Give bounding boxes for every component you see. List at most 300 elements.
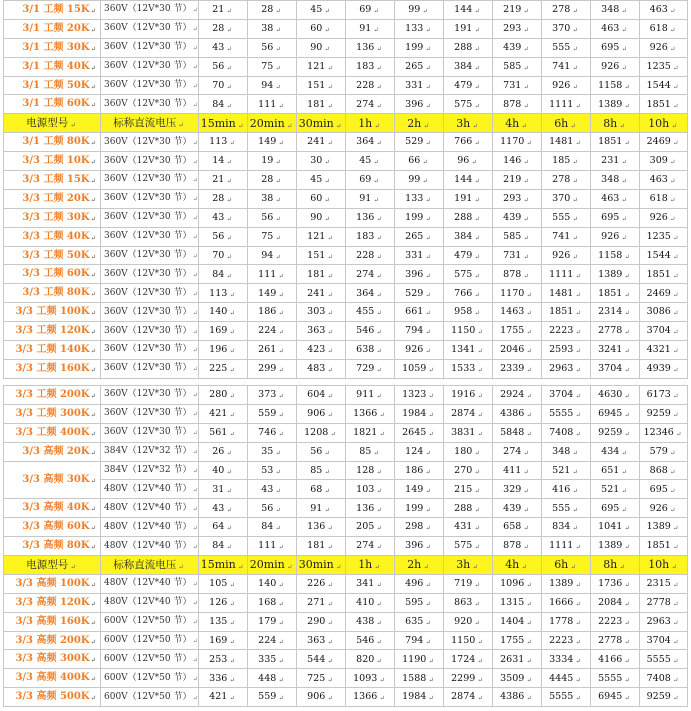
value-cell: 133 ↵ [395,19,444,38]
table-row [4,499,688,518]
table-row [4,189,688,208]
value-cell: 309 ↵ [640,152,688,171]
value-cell: 1315 ↵ [493,593,542,612]
value-cell: 926 ↵ [542,76,591,95]
table-row [4,461,688,480]
value-cell: 335 ↵ [248,650,297,669]
value-cell: 28 ↵ [199,19,248,38]
value-cell: 103 ↵ [346,480,395,499]
value-cell: 179 ↵ [248,612,297,631]
value-cell: 926 ↵ [395,341,444,360]
value-cell: 4166 ↵ [591,650,640,669]
value-cell: 205 ↵ [346,518,395,537]
table-row [4,518,688,537]
value-cell: 479 ↵ [444,76,493,95]
value-cell: 479 ↵ [444,246,493,265]
value-cell: 521 ↵ [591,480,640,499]
value-cell: 5555 ↵ [542,404,591,423]
value-cell: 1366 ↵ [346,404,395,423]
value-cell: 84 ↵ [199,265,248,284]
value-cell: 575 ↵ [444,537,493,556]
value-cell: 1150 ↵ [444,322,493,341]
value-cell: 2963 ↵ [542,359,591,378]
value-cell: 638 ↵ [346,341,395,360]
value-cell: 396 ↵ [395,537,444,556]
table-row [4,1,688,20]
value-cell: 271 ↵ [297,593,346,612]
value-cell: 298 ↵ [395,518,444,537]
value-cell: 7408 ↵ [640,669,688,688]
model-cell: 3/3 高频 30K ↵ [4,461,101,499]
value-cell: 69 ↵ [346,1,395,20]
voltage-cell: 384V（12V*32 节） ↵ [101,461,199,480]
value-cell: 1851 ↵ [640,537,688,556]
value-cell: 183 ↵ [346,57,395,76]
value-cell: 5848 ↵ [493,423,542,442]
value-cell: 348 ↵ [591,171,640,190]
value-cell: 224 ↵ [248,322,297,341]
value-cell: 878 ↵ [493,537,542,556]
value-cell: 91 ↵ [346,19,395,38]
model-cell: 3/3 工频 400K ↵ [4,423,101,442]
value-cell: 363 ↵ [297,322,346,341]
header-time: 8h ↵ [591,556,640,575]
header-time: 8h ↵ [591,114,640,133]
value-cell: 370 ↵ [542,189,591,208]
value-cell: 1984 ↵ [395,404,444,423]
value-cell: 84 ↵ [248,518,297,537]
value-cell: 3509 ↵ [493,669,542,688]
value-cell: 111 ↵ [248,537,297,556]
value-cell: 99 ↵ [395,1,444,20]
value-cell: 2963 ↵ [640,612,688,631]
table-row [4,650,688,669]
battery-capacity-table-1 [3,0,688,379]
value-cell: 416 ↵ [542,480,591,499]
value-cell: 595 ↵ [395,593,444,612]
value-cell: 186 ↵ [395,461,444,480]
value-cell: 84 ↵ [199,95,248,114]
value-cell: 105 ↵ [199,574,248,593]
value-cell: 448 ↵ [248,669,297,688]
header-time: 1h ↵ [346,556,395,575]
value-cell: 5555 ↵ [591,669,640,688]
value-cell: 1208 ↵ [297,423,346,442]
value-cell: 274 ↵ [346,265,395,284]
value-cell: 661 ↵ [395,303,444,322]
value-cell: 181 ↵ [297,265,346,284]
value-cell: 1821 ↵ [346,423,395,442]
table-row [4,593,688,612]
value-cell: 384 ↵ [444,57,493,76]
model-cell: 3/3 高频 60K ↵ [4,518,101,537]
model-cell: 3/3 高频 100K ↵ [4,574,101,593]
voltage-cell: 360V（12V*30 节） ↵ [101,359,199,378]
value-cell: 1736 ↵ [591,574,640,593]
value-cell: 270 ↵ [444,461,493,480]
value-cell: 84 ↵ [199,537,248,556]
value-cell: 293 ↵ [493,19,542,38]
voltage-cell: 360V（12V*30 节） ↵ [101,38,199,57]
value-cell: 878 ↵ [493,265,542,284]
model-cell: 3/1 工频 30K ↵ [4,38,101,57]
value-cell: 1851 ↵ [542,303,591,322]
value-cell: 91 ↵ [297,499,346,518]
value-cell: 695 ↵ [591,499,640,518]
voltage-cell: 360V（12V*30 节） ↵ [101,95,199,114]
value-cell: 364 ↵ [346,133,395,152]
value-cell: 9259 ↵ [640,404,688,423]
value-cell: 1755 ↵ [493,322,542,341]
voltage-cell: 360V（12V*30 节） ↵ [101,171,199,190]
value-cell: 2046 ↵ [493,341,542,360]
value-cell: 1158 ↵ [591,76,640,95]
value-cell: 2593 ↵ [542,341,591,360]
table-row [4,359,688,378]
voltage-cell: 480V（12V*40 节） ↵ [101,593,199,612]
header-time: 4h ↵ [493,114,542,133]
value-cell: 1150 ↵ [444,631,493,650]
value-cell: 99 ↵ [395,171,444,190]
value-cell: 741 ↵ [542,227,591,246]
voltage-cell: 480V（12V*40 节） ↵ [101,574,199,593]
value-cell: 1041 ↵ [591,518,640,537]
value-cell: 5555 ↵ [640,650,688,669]
value-cell: 265 ↵ [395,57,444,76]
value-cell: 559 ↵ [248,688,297,707]
value-cell: 225 ↵ [199,359,248,378]
table-row [4,423,688,442]
value-cell: 2469 ↵ [640,133,688,152]
value-cell: 2084 ↵ [591,593,640,612]
header-time: 10h ↵ [640,556,688,575]
value-cell: 463 ↵ [640,171,688,190]
value-cell: 288 ↵ [444,38,493,57]
value-cell: 56 ↵ [248,38,297,57]
value-cell: 561 ↵ [199,423,248,442]
value-cell: 1323 ↵ [395,386,444,405]
voltage-cell: 360V（12V*30 节） ↵ [101,19,199,38]
value-cell: 348 ↵ [542,442,591,461]
value-cell: 241 ↵ [297,133,346,152]
table-row [4,284,688,303]
model-cell: 3/3 工频 80K ↵ [4,284,101,303]
value-cell: 12346 ↵ [640,423,688,442]
model-cell: 3/3 高频 40K ↵ [4,499,101,518]
value-cell: 868 ↵ [640,461,688,480]
value-cell: 2299 ↵ [444,669,493,688]
value-cell: 199 ↵ [395,38,444,57]
value-cell: 6945 ↵ [591,688,640,707]
value-cell: 575 ↵ [444,95,493,114]
value-cell: 2778 ↵ [591,322,640,341]
value-cell: 9259 ↵ [591,423,640,442]
model-cell: 3/1 工频 60K ↵ [4,95,101,114]
value-cell: 794 ↵ [395,631,444,650]
value-cell: 2223 ↵ [542,631,591,650]
value-cell: 28 ↵ [199,189,248,208]
value-cell: 2469 ↵ [640,284,688,303]
value-cell: 70 ↵ [199,246,248,265]
value-cell: 1481 ↵ [542,284,591,303]
model-cell: 3/3 工频 30K ↵ [4,208,101,227]
value-cell: 555 ↵ [542,38,591,57]
value-cell: 463 ↵ [640,1,688,20]
value-cell: 85 ↵ [346,442,395,461]
value-cell: 4939 ↵ [640,359,688,378]
voltage-cell: 600V（12V*50 节） ↵ [101,688,199,707]
value-cell: 906 ↵ [297,688,346,707]
value-cell: 30 ↵ [297,152,346,171]
value-cell: 906 ↵ [297,404,346,423]
header-time: 10h ↵ [640,114,688,133]
value-cell: 434 ↵ [591,442,640,461]
value-cell: 1235 ↵ [640,57,688,76]
value-cell: 290 ↵ [297,612,346,631]
header-row [4,114,688,133]
value-cell: 43 ↵ [199,208,248,227]
value-cell: 7408 ↵ [542,423,591,442]
value-cell: 144 ↵ [444,171,493,190]
value-cell: 370 ↵ [542,19,591,38]
model-cell: 3/3 高频 400K ↵ [4,669,101,688]
header-time: 6h ↵ [542,114,591,133]
value-cell: 336 ↵ [199,669,248,688]
value-cell: 169 ↵ [199,631,248,650]
model-cell: 3/3 工频 100K ↵ [4,303,101,322]
value-cell: 926 ↵ [640,499,688,518]
value-cell: 1984 ↵ [395,688,444,707]
value-cell: 2314 ↵ [591,303,640,322]
value-cell: 136 ↵ [346,499,395,518]
value-cell: 695 ↵ [591,38,640,57]
table-row [4,669,688,688]
value-cell: 348 ↵ [591,1,640,20]
value-cell: 1389 ↵ [542,574,591,593]
value-cell: 68 ↵ [297,480,346,499]
value-cell: 28 ↵ [248,171,297,190]
value-cell: 439 ↵ [493,499,542,518]
model-cell: 3/1 工频 50K ↵ [4,76,101,95]
value-cell: 191 ↵ [444,19,493,38]
value-cell: 9259 ↵ [640,688,688,707]
value-cell: 3704 ↵ [640,631,688,650]
value-cell: 185 ↵ [542,152,591,171]
value-cell: 1093 ↵ [346,669,395,688]
value-cell: 228 ↵ [346,246,395,265]
value-cell: 56 ↵ [199,227,248,246]
value-cell: 136 ↵ [346,208,395,227]
table-row [4,246,688,265]
value-cell: 124 ↵ [395,442,444,461]
table-row [4,386,688,405]
table-row [4,404,688,423]
value-cell: 529 ↵ [395,284,444,303]
table-row [4,265,688,284]
value-cell: 128 ↵ [346,461,395,480]
value-cell: 169 ↵ [199,322,248,341]
value-cell: 463 ↵ [591,189,640,208]
table-row [4,208,688,227]
value-cell: 794 ↵ [395,322,444,341]
value-cell: 1389 ↵ [591,537,640,556]
value-cell: 1111 ↵ [542,265,591,284]
table-row [4,480,688,499]
value-cell: 1389 ↵ [640,518,688,537]
value-cell: 43 ↵ [199,499,248,518]
value-cell: 303 ↵ [297,303,346,322]
value-cell: 140 ↵ [248,574,297,593]
value-cell: 1170 ↵ [493,284,542,303]
value-cell: 331 ↵ [395,76,444,95]
table-row [4,152,688,171]
value-cell: 878 ↵ [493,95,542,114]
value-cell: 820 ↵ [346,650,395,669]
voltage-cell: 360V（12V*30 节） ↵ [101,152,199,171]
value-cell: 438 ↵ [346,612,395,631]
model-cell: 3/3 工频 10K ↵ [4,152,101,171]
value-cell: 585 ↵ [493,57,542,76]
value-cell: 144 ↵ [444,1,493,20]
voltage-cell: 360V（12V*30 节） ↵ [101,57,199,76]
value-cell: 423 ↵ [297,341,346,360]
value-cell: 1389 ↵ [591,265,640,284]
value-cell: 70 ↵ [199,76,248,95]
header-model: 电源型号 ↵ [4,556,101,575]
value-cell: 278 ↵ [542,1,591,20]
value-cell: 559 ↵ [248,404,297,423]
value-cell: 121 ↵ [297,227,346,246]
voltage-cell: 360V（12V*30 节） ↵ [101,341,199,360]
value-cell: 126 ↵ [199,593,248,612]
value-cell: 1851 ↵ [591,133,640,152]
value-cell: 341 ↵ [346,574,395,593]
value-cell: 43 ↵ [248,480,297,499]
header-time: 3h ↵ [444,556,493,575]
value-cell: 483 ↵ [297,359,346,378]
value-cell: 274 ↵ [493,442,542,461]
header-time: 4h ↵ [493,556,542,575]
value-cell: 38 ↵ [248,189,297,208]
value-cell: 363 ↵ [297,631,346,650]
value-cell: 695 ↵ [591,208,640,227]
voltage-cell: 360V（12V*30 节） ↵ [101,423,199,442]
value-cell: 215 ↵ [444,480,493,499]
value-cell: 421 ↵ [199,404,248,423]
voltage-cell: 360V（12V*30 节） ↵ [101,76,199,95]
voltage-cell: 360V（12V*30 节） ↵ [101,1,199,20]
value-cell: 455 ↵ [346,303,395,322]
voltage-cell: 360V（12V*30 节） ↵ [101,227,199,246]
value-cell: 1851 ↵ [640,95,688,114]
header-time: 20min ↵ [248,556,297,575]
value-cell: 926 ↵ [542,246,591,265]
voltage-cell: 600V（12V*50 节） ↵ [101,650,199,669]
model-cell: 3/3 工频 200K ↵ [4,386,101,405]
value-cell: 168 ↵ [248,593,297,612]
value-cell: 45 ↵ [297,171,346,190]
value-cell: 56 ↵ [297,442,346,461]
model-cell: 3/1 工频 40K ↵ [4,57,101,76]
value-cell: 149 ↵ [248,284,297,303]
value-cell: 2778 ↵ [591,631,640,650]
model-cell: 3/3 高频 80K ↵ [4,537,101,556]
table-row [4,19,688,38]
value-cell: 396 ↵ [395,265,444,284]
voltage-cell: 480V（12V*40 节） ↵ [101,537,199,556]
value-cell: 3704 ↵ [591,359,640,378]
value-cell: 1235 ↵ [640,227,688,246]
value-cell: 56 ↵ [248,499,297,518]
value-cell: 658 ↵ [493,518,542,537]
model-cell: 3/3 高频 500K ↵ [4,688,101,707]
value-cell: 331 ↵ [395,246,444,265]
value-cell: 585 ↵ [493,227,542,246]
value-cell: 181 ↵ [297,537,346,556]
value-cell: 3334 ↵ [542,650,591,669]
model-cell: 3/3 工频 40K ↵ [4,227,101,246]
value-cell: 226 ↵ [297,574,346,593]
value-cell: 410 ↵ [346,593,395,612]
header-row [4,556,688,575]
voltage-cell: 360V（12V*30 节） ↵ [101,322,199,341]
value-cell: 1533 ↵ [444,359,493,378]
value-cell: 719 ↵ [444,574,493,593]
value-cell: 1096 ↵ [493,574,542,593]
value-cell: 253 ↵ [199,650,248,669]
value-cell: 1916 ↵ [444,386,493,405]
value-cell: 90 ↵ [297,208,346,227]
value-cell: 635 ↵ [395,612,444,631]
value-cell: 140 ↵ [199,303,248,322]
value-cell: 111 ↵ [248,95,297,114]
model-cell: 3/3 工频 300K ↵ [4,404,101,423]
value-cell: 834 ↵ [542,518,591,537]
table-row [4,688,688,707]
value-cell: 280 ↵ [199,386,248,405]
voltage-cell: 600V（12V*50 节） ↵ [101,669,199,688]
table-row [4,95,688,114]
value-cell: 411 ↵ [493,461,542,480]
value-cell: 265 ↵ [395,227,444,246]
table-row [4,171,688,190]
value-cell: 219 ↵ [493,171,542,190]
value-cell: 741 ↵ [542,57,591,76]
value-cell: 28 ↵ [248,1,297,20]
value-cell: 21 ↵ [199,171,248,190]
value-cell: 5555 ↵ [542,688,591,707]
value-cell: 26 ↵ [199,442,248,461]
value-cell: 731 ↵ [493,246,542,265]
value-cell: 85 ↵ [297,461,346,480]
voltage-cell: 360V（12V*30 节） ↵ [101,208,199,227]
value-cell: 1111 ↵ [542,95,591,114]
value-cell: 1170 ↵ [493,133,542,152]
table-row [4,442,688,461]
value-cell: 135 ↵ [199,612,248,631]
table-row [4,76,688,95]
value-cell: 725 ↵ [297,669,346,688]
value-cell: 1366 ↵ [346,688,395,707]
value-cell: 4386 ↵ [493,688,542,707]
value-cell: 60 ↵ [297,19,346,38]
value-cell: 2631 ↵ [493,650,542,669]
value-cell: 196 ↵ [199,341,248,360]
value-cell: 146 ↵ [493,152,542,171]
value-cell: 1544 ↵ [640,246,688,265]
value-cell: 1778 ↵ [542,612,591,631]
header-model: 电源型号 ↵ [4,114,101,133]
